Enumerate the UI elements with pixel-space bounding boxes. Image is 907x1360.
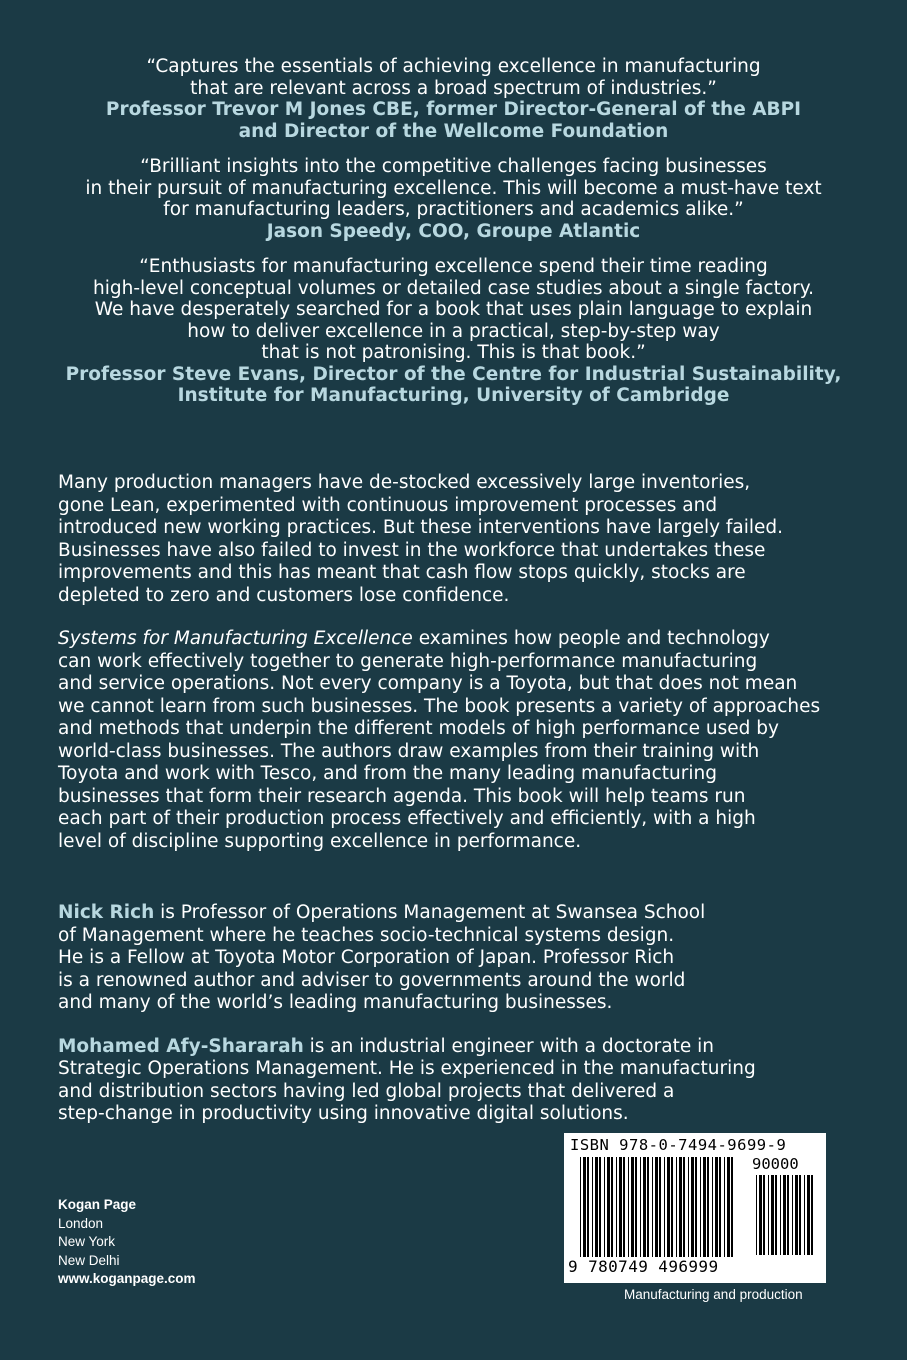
- quote-attribution: and Director of the Wellcome Foundation: [238, 120, 669, 142]
- quote-line: that are relevant across a broad spectrum of industries.”: [190, 77, 717, 99]
- barcode-bar: [679, 1157, 682, 1257]
- publisher-url: www.koganpage.com: [58, 1271, 196, 1286]
- endorsement-2: [0, 156, 907, 242]
- barcode-bar: [667, 1157, 670, 1257]
- text-line: of Management where he teaches socio-technical systems design.: [58, 924, 675, 946]
- quote-line: “Brilliant insights into the competitive challenges facing businesses: [140, 156, 767, 177]
- barcode-bar: [595, 1157, 598, 1257]
- barcode-bar: [643, 1157, 646, 1257]
- text-line: is a renowned author and adviser to governments around the world: [58, 969, 686, 991]
- barcode-bar: [792, 1175, 793, 1255]
- quote-line: high-level conceptual volumes or detailed case studies about a single factory.: [93, 277, 814, 299]
- barcode-bar: [731, 1157, 733, 1257]
- quote-line: that is not patronising. This is that book.”: [261, 342, 646, 363]
- text-line: Many production managers have de-stocked excessively large inventories,: [58, 472, 751, 493]
- quote-line: We have desperately searched for a book that uses plain language to explain: [94, 299, 813, 320]
- barcode-bar: [671, 1157, 673, 1257]
- barcode-bar: [807, 1175, 810, 1255]
- text-line: and many of the world’s leading manufacturing businesses.: [58, 992, 613, 1013]
- barcode-addon-icon: [754, 1175, 818, 1275]
- isbn-barcode: [564, 1133, 826, 1283]
- quote-line: “Captures the essentials of achieving excellence in manufacturing: [146, 56, 761, 77]
- barcode-bar: [712, 1157, 713, 1257]
- book-description: [58, 472, 848, 874]
- barcode-bar: [783, 1175, 786, 1255]
- barcode-bar: [580, 1157, 581, 1257]
- text-line: and service operations. Not every company is a Toyota, but that does not mean: [58, 673, 798, 694]
- barcode-bar: [703, 1157, 706, 1257]
- barcode-bar: [719, 1157, 721, 1257]
- quote-attribution: Institute for Manufacturing, University of Cambridge: [177, 385, 730, 406]
- text-line: level of discipline supporting excellence in performance.: [58, 830, 582, 852]
- quote-line: in their pursuit of manufacturing excellence. This will become a must-have text: [85, 177, 822, 199]
- quote-attribution: Professor Trevor M Jones CBE, former Director-General of the ABPI: [105, 99, 802, 120]
- barcode-bar: [727, 1157, 730, 1257]
- barcode-bar: [683, 1157, 685, 1257]
- text-line: each part of their production process effectively and efficiently, with a high: [58, 808, 756, 829]
- endorsement-1: [0, 56, 907, 142]
- text-line: depleted to zero and customers lose confidence.: [58, 584, 510, 606]
- text-line: Toyota and work with Tesco, and from the many leading manufacturing: [58, 763, 717, 784]
- author-bio-2: [58, 1036, 848, 1126]
- barcode-bar: [607, 1157, 610, 1257]
- description-paragraph-1: [58, 472, 848, 607]
- barcode-bar: [647, 1157, 649, 1257]
- barcode-bar: [587, 1157, 589, 1257]
- quote-line: for manufacturing leaders, practitioners and academics alike.”: [163, 199, 744, 220]
- publisher-city: London: [58, 1215, 104, 1231]
- text-line: and distribution sectors having led global projects that delivered a: [58, 1080, 675, 1102]
- barcode-bar: [688, 1157, 689, 1257]
- barcode-bar: [811, 1175, 813, 1255]
- barcode-bar: [771, 1175, 774, 1255]
- description-paragraph-2: [58, 628, 848, 853]
- barcode-bar: [799, 1175, 801, 1255]
- text-line: improvements and this has meant that cash flow stops quickly, stocks are: [58, 562, 746, 583]
- barcode-bar: [695, 1157, 697, 1257]
- text-line: businesses that form their research agenda. This book will help teams run: [58, 785, 746, 807]
- text-line: Businesses have also failed to invest in the workforce that undertakes these: [58, 539, 766, 561]
- book-title: Systems for Manufacturing Excellence: [58, 628, 413, 649]
- barcode-bar: [676, 1157, 677, 1257]
- text-line: gone Lean, experimented with continuous improvement processes and: [58, 494, 718, 516]
- text-line: step-change in productivity using innovative digital solutions.: [58, 1103, 629, 1124]
- text-line: Strategic Operations Management. He is experienced in the manufacturing: [58, 1058, 756, 1079]
- text-line: and methods that underpin the different models of high performance used by: [58, 718, 779, 739]
- barcode-bar: [659, 1157, 661, 1257]
- text-line: we cannot learn from such businesses. The book presents a variety of approaches: [58, 695, 821, 717]
- barcode-bar: [715, 1157, 718, 1257]
- barcode-main-icon: [578, 1157, 738, 1257]
- price-code: 90000: [752, 1155, 799, 1173]
- category-label: Manufacturing and production: [624, 1287, 803, 1302]
- publisher-name: Kogan Page: [58, 1197, 137, 1212]
- barcode-bar: [759, 1175, 762, 1255]
- barcode-bar: [724, 1157, 725, 1257]
- barcode-bar: [583, 1157, 586, 1257]
- barcode-bar: [795, 1175, 798, 1255]
- isbn-number: ISBN 978-0-7494-9699-9: [570, 1136, 787, 1154]
- ean-digits: 9 780749 496999: [568, 1257, 719, 1276]
- author-bios: [58, 902, 848, 1147]
- barcode-bar: [763, 1175, 765, 1255]
- barcode-bar: [664, 1157, 665, 1257]
- publisher-city: New Delhi: [58, 1252, 120, 1268]
- quote-attribution: Jason Speedy, COO, Groupe Atlantic: [266, 220, 641, 242]
- barcode-bar: [707, 1157, 709, 1257]
- barcode-bar: [635, 1157, 637, 1257]
- barcode-bar: [787, 1175, 789, 1255]
- quote-line: “Enthusiasts for manufacturing excellence spend their time reading: [139, 256, 768, 277]
- barcode-bar: [780, 1175, 781, 1255]
- barcode-bar: [768, 1175, 769, 1255]
- barcode-bar: [804, 1175, 805, 1255]
- barcode-bar: [592, 1157, 593, 1257]
- text-line: He is a Fellow at Toyota Motor Corporation of Japan. Professor Rich: [58, 947, 675, 968]
- barcode-bar: [700, 1157, 701, 1257]
- quote-attribution: Professor Steve Evans, Director of the Centre for Industrial Sustainability,: [65, 363, 842, 385]
- quote-line: how to deliver excellence in a practical, step-by-step way: [187, 320, 720, 342]
- text-line: examines how people and technology: [412, 628, 770, 649]
- barcode-bar: [652, 1157, 653, 1257]
- barcode-bar: [616, 1157, 617, 1257]
- endorsements: [0, 56, 907, 421]
- barcode-bar: [691, 1157, 694, 1257]
- publisher-info: [58, 1196, 196, 1289]
- barcode-bar: [640, 1157, 641, 1257]
- barcode-bar: [619, 1157, 622, 1257]
- author-name: Mohamed Afy-Shararah: [58, 1035, 304, 1057]
- barcode-bar: [775, 1175, 777, 1255]
- text-line: introduced new working practices. But these interventions have largely failed.: [58, 517, 784, 538]
- barcode-bar: [631, 1157, 634, 1257]
- text-line: world-class businesses. The authors draw examples from their training with: [58, 740, 760, 762]
- text-line: is Professor of Operations Management at Swansea School: [154, 902, 706, 923]
- text-line: can work effectively together to generate high-performance manufacturing: [58, 650, 758, 672]
- barcode-bar: [599, 1157, 601, 1257]
- author-name: Nick Rich: [58, 902, 155, 923]
- barcode-bar: [756, 1175, 757, 1255]
- endorsement-3: [0, 256, 907, 407]
- barcode-bar: [623, 1157, 625, 1257]
- text-line: is an industrial engineer with a doctorate in: [303, 1035, 715, 1057]
- author-bio-1: [58, 902, 848, 1015]
- publisher-city: New York: [58, 1234, 116, 1249]
- barcode-bar: [628, 1157, 629, 1257]
- barcode-bar: [604, 1157, 605, 1257]
- barcode-bar: [655, 1157, 658, 1257]
- barcode-bar: [611, 1157, 613, 1257]
